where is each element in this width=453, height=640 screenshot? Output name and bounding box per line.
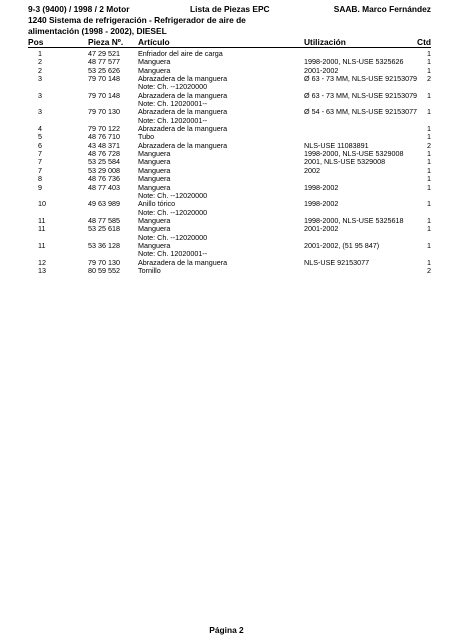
- cell-quantity: 2: [427, 74, 431, 84]
- column-header-quantity: Ctd: [417, 37, 431, 47]
- cell-usage: 1998-2000, NLS-USE 5329008: [304, 149, 404, 159]
- cell-quantity: 1: [427, 132, 431, 142]
- cell-description: Manguera: [138, 57, 171, 67]
- cell-quantity: 1: [427, 215, 431, 225]
- cell-usage: 1998-2002: [304, 199, 339, 209]
- cell-pos: 8: [38, 174, 42, 184]
- cell-part-number: 79 70 130: [88, 257, 120, 267]
- cell-pos: 5: [38, 132, 42, 142]
- cell-description: Manguera: [138, 224, 171, 234]
- cell-usage: 1998-2002: [304, 182, 339, 192]
- cell-quantity: 1: [427, 157, 431, 167]
- cell-description: Manguera: [138, 215, 171, 225]
- cell-part-number: 48 76 728: [88, 149, 120, 159]
- cell-pos: 3: [38, 90, 42, 100]
- table-row: [28, 92, 431, 100]
- cell-description: Note: Ch. 12020001--: [138, 115, 208, 125]
- cell-pos: 2: [38, 65, 42, 75]
- cell-quantity: 1: [427, 182, 431, 192]
- cell-pos: 1: [38, 49, 42, 58]
- cell-description: Tornillo: [138, 265, 161, 275]
- cell-description: Note: Ch. 12020001--: [138, 249, 208, 259]
- cell-quantity: 1: [427, 107, 431, 117]
- column-header-part-number: Pieza Nº.: [88, 37, 124, 47]
- column-header-description: Artículo: [138, 37, 170, 47]
- table-row: [28, 200, 431, 208]
- cell-pos: 13: [38, 265, 46, 275]
- cell-description: Abrazadera de la manguera: [138, 257, 228, 267]
- cell-pos: 6: [38, 140, 42, 150]
- cell-description: Manguera: [138, 149, 171, 159]
- cell-description: Manguera: [138, 240, 171, 250]
- cell-quantity: 2: [427, 140, 431, 150]
- cell-usage: NLS-USE 92153077: [304, 257, 370, 267]
- cell-part-number: 79 70 122: [88, 124, 120, 134]
- cell-quantity: 1: [427, 124, 431, 134]
- page-number: Página 2: [209, 625, 244, 635]
- cell-usage: 2001-2002: [304, 224, 339, 234]
- cell-usage: 1998-2000, NLS-USE 5325626: [304, 57, 404, 67]
- cell-pos: 2: [38, 57, 42, 67]
- cell-part-number: 43 48 371: [88, 140, 120, 150]
- cell-part-number: 47 29 521: [88, 49, 120, 58]
- cell-description: Manguera: [138, 165, 171, 175]
- cell-description: Enfriador del aire de carga: [138, 49, 223, 58]
- cell-part-number: 48 77 585: [88, 215, 120, 225]
- table-row: [28, 242, 431, 250]
- cell-part-number: 53 25 584: [88, 157, 120, 167]
- cell-quantity: 1: [427, 90, 431, 100]
- section-title-line-1: 1240 Sistema de refrigeración - Refrigerador de aire de: [28, 15, 246, 25]
- page-header: [28, 4, 431, 15]
- cell-part-number: 48 76 710: [88, 132, 120, 142]
- cell-pos: 4: [38, 124, 42, 134]
- section-title: [28, 15, 328, 36]
- column-header-pos: Pos: [28, 37, 44, 47]
- cell-description: Anillo tórico: [138, 199, 176, 209]
- cell-usage: NLS-USE 11083891: [304, 140, 369, 150]
- cell-description: Note: Ch. --12020000: [138, 232, 208, 242]
- cell-part-number: 48 77 577: [88, 57, 120, 67]
- cell-pos: 9: [38, 182, 42, 192]
- cell-description: Note: Ch. --12020000: [138, 190, 208, 200]
- cell-quantity: 1: [427, 165, 431, 175]
- cell-description: Note: Ch. 12020001--: [138, 99, 208, 109]
- cell-description: Abrazadera de la manguera: [138, 74, 228, 84]
- cell-usage: 2001-2002, (51 95 847): [304, 240, 380, 250]
- cell-part-number: 80 59 552: [88, 265, 120, 275]
- cell-part-number: 49 63 989: [88, 199, 120, 209]
- cell-pos: 3: [38, 74, 42, 84]
- cell-pos: 3: [38, 107, 42, 117]
- cell-usage: 2001-2002: [304, 65, 339, 75]
- cell-quantity: 2: [427, 265, 431, 275]
- cell-part-number: 79 70 130: [88, 107, 120, 117]
- cell-pos: 7: [38, 157, 42, 167]
- cell-description: Abrazadera de la manguera: [138, 124, 228, 134]
- cell-pos: 11: [38, 240, 46, 250]
- cell-quantity: 1: [427, 149, 431, 159]
- cell-description: Tubo: [138, 132, 155, 142]
- header-divider: [28, 47, 431, 48]
- cell-pos: 12: [38, 257, 46, 267]
- cell-description: Abrazadera de la manguera: [138, 90, 228, 100]
- cell-pos: 10: [38, 199, 46, 209]
- table-row: [28, 267, 431, 275]
- cell-quantity: 1: [427, 174, 431, 184]
- table-row: [28, 108, 431, 116]
- cell-quantity: 1: [427, 57, 431, 67]
- cell-description: Abrazadera de la manguera: [138, 140, 228, 150]
- cell-description: Note: Ch. --12020000: [138, 82, 208, 92]
- vehicle-model: 9-3 (9400) / 1998 / 2 Motor: [28, 4, 130, 14]
- table-row: [28, 75, 431, 83]
- table-row: [28, 225, 431, 233]
- cell-pos: 7: [38, 165, 42, 175]
- cell-part-number: 53 29 008: [88, 165, 120, 175]
- cell-pos: 11: [38, 215, 46, 225]
- cell-description: Abrazadera de la manguera: [138, 107, 228, 117]
- cell-quantity: 1: [427, 65, 431, 75]
- cell-description: Manguera: [138, 157, 171, 167]
- cell-quantity: 1: [427, 224, 431, 234]
- cell-part-number: 53 36 128: [88, 240, 120, 250]
- cell-quantity: 1: [427, 199, 431, 209]
- document-owner: SAAB. Marco Fernández: [333, 4, 431, 14]
- cell-usage: Ø 63 - 73 MM, NLS-USE 92153079: [304, 74, 418, 84]
- column-header-usage: Utilización: [304, 37, 346, 47]
- document-type: Lista de Piezas EPC: [190, 4, 270, 14]
- cell-part-number: 48 77 403: [88, 182, 120, 192]
- parts-table: [28, 50, 431, 275]
- cell-quantity: 1: [427, 240, 431, 250]
- cell-description: Manguera: [138, 174, 171, 184]
- cell-quantity: 1: [427, 49, 431, 58]
- cell-part-number: 48 76 736: [88, 174, 120, 184]
- cell-part-number: 53 25 626: [88, 65, 120, 75]
- cell-quantity: 1: [427, 257, 431, 267]
- cell-pos: 7: [38, 149, 42, 159]
- section-title-line-2: alimentación (1998 - 2002), DIESEL: [28, 25, 167, 36]
- cell-usage: Ø 63 - 73 MM, NLS-USE 92153079: [304, 90, 418, 100]
- cell-description: Manguera: [138, 182, 171, 192]
- cell-usage: 2001, NLS-USE 5329008: [304, 157, 386, 167]
- cell-pos: 11: [38, 224, 46, 234]
- cell-description: Note: Ch. --12020000: [138, 207, 208, 217]
- cell-part-number: 79 70 148: [88, 90, 120, 100]
- cell-part-number: 79 70 148: [88, 74, 120, 84]
- cell-usage: 2002: [304, 165, 320, 175]
- cell-usage: 1998-2000, NLS-USE 5325618: [304, 215, 404, 225]
- cell-usage: Ø 54 - 63 MM, NLS-USE 92153077: [304, 107, 418, 117]
- table-row: [28, 184, 431, 192]
- cell-part-number: 53 25 618: [88, 224, 120, 234]
- cell-description: Manguera: [138, 65, 171, 75]
